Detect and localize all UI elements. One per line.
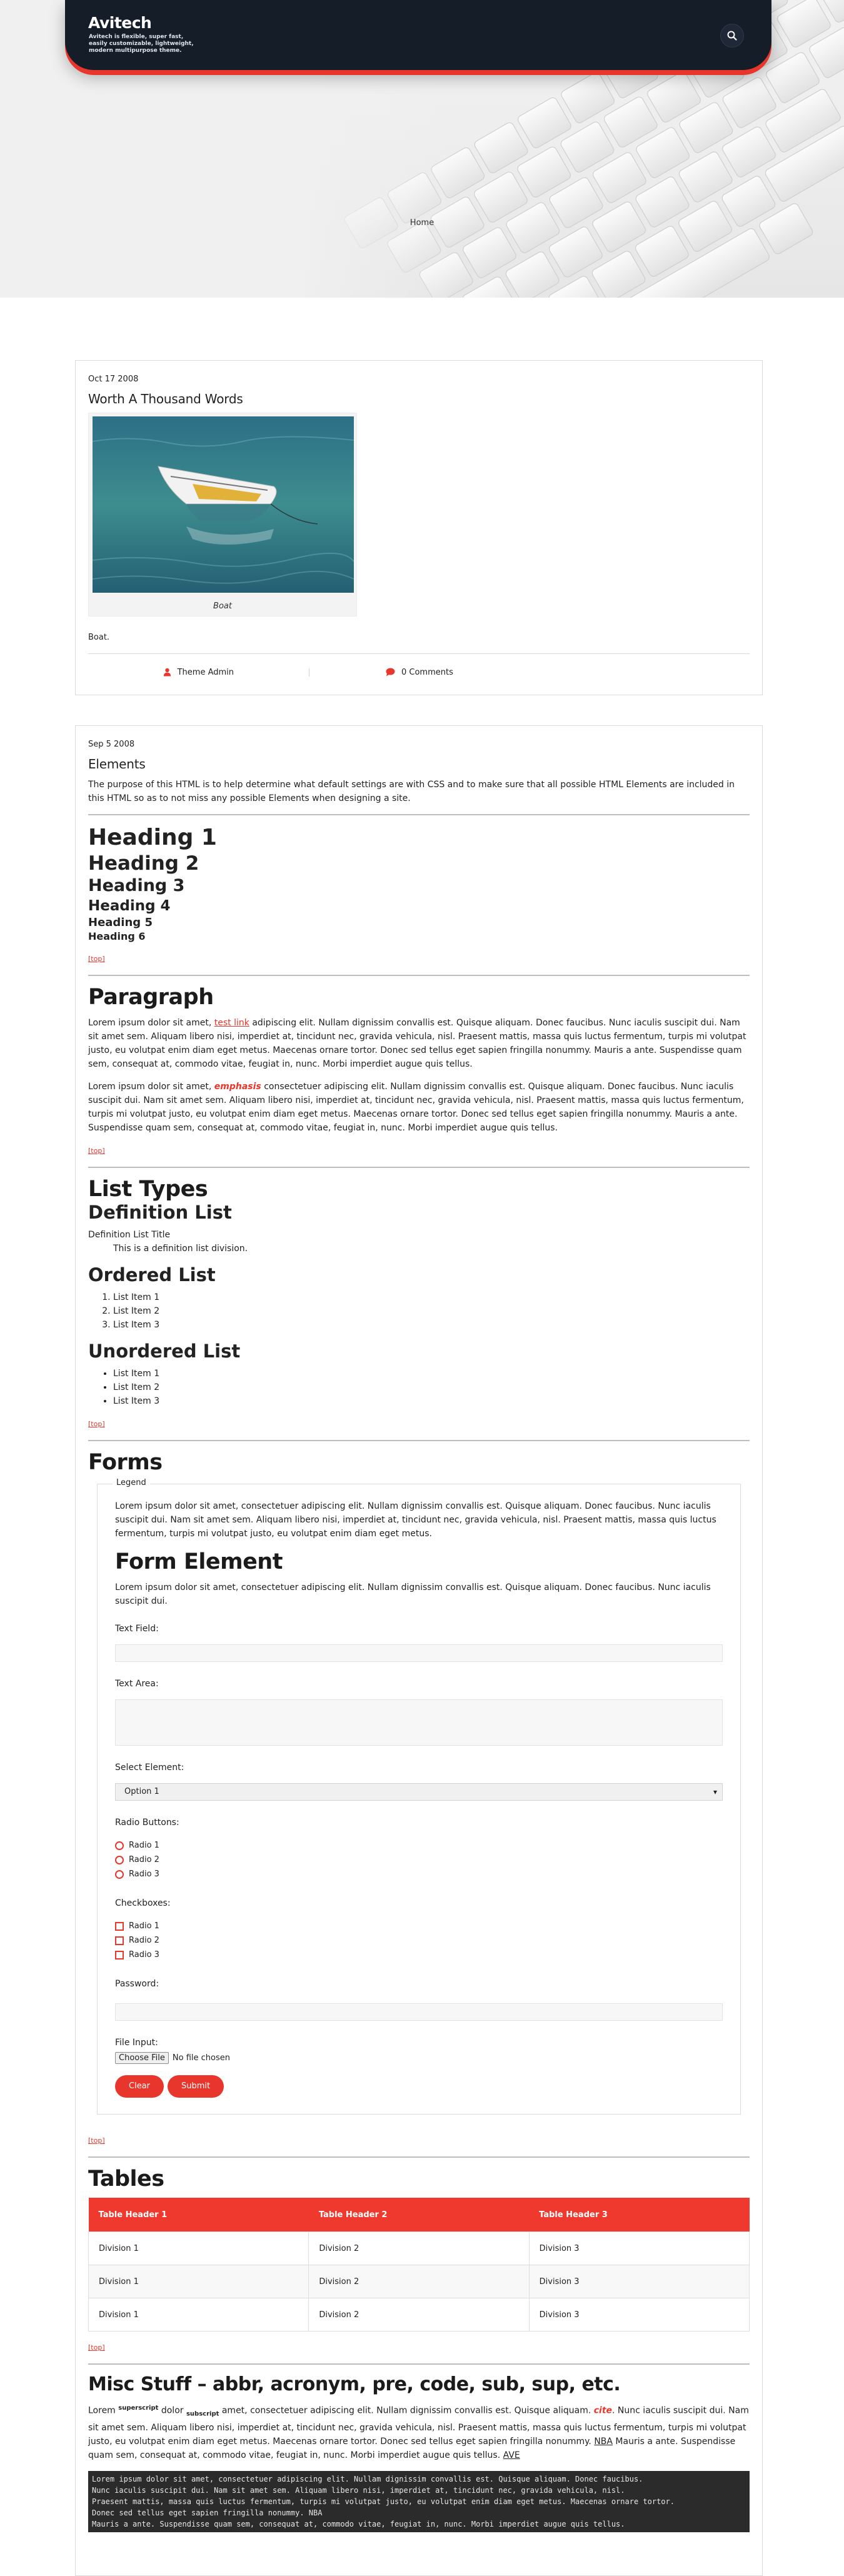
file-input[interactable] xyxy=(115,2052,723,2064)
divider xyxy=(88,1167,750,1168)
paragraph-text: adipiscing elit. Nullam dignissim convallis est. Quisque aliquam. Donec faucibus. Nunc iaculis suscipit dui. Nam sit amet sem. Aliquam libero nisi, imperdiet at, tincidunt nec, gravida vehicula, nisl. Praesent mattis, massa quis luctus fermentum, turpis mi volutpat justo, eu volutpat enim diam eget metus. Maecenas ornare tortor. Donec sed tellus eget sapien fringilla nonummy. Mauris a ante. Suspendisse quam sem, consequat at, commodo vitae, feugiat in, nunc. Morbi imperdiet augue quis tellus. xyxy=(88,1018,746,1069)
table-cell: Division 1 xyxy=(89,2265,309,2298)
post-date[interactable]: Sep 5 2008 xyxy=(88,740,135,749)
section-title-list-types: List Types xyxy=(88,1177,208,1202)
text-area-label: Text Area: xyxy=(115,1679,159,1689)
paragraph-2 xyxy=(88,1080,750,1135)
list-item: • List Item 1 xyxy=(113,1367,750,1381)
top-link[interactable]: [top] xyxy=(88,2136,105,2145)
post-comments[interactable] xyxy=(309,668,530,677)
form-fieldset xyxy=(97,1478,741,2115)
radio-text: Radio 3 xyxy=(129,1869,159,1879)
table-cell: Division 2 xyxy=(309,2265,529,2298)
table-cell: Division 3 xyxy=(529,2265,749,2298)
heading-5: Heading 5 xyxy=(88,916,153,929)
menu-item-home[interactable]: Home xyxy=(409,218,435,228)
checkbox[interactable] xyxy=(115,1922,124,1931)
table-cell: Division 3 xyxy=(529,2232,749,2265)
fieldset-legend: Legend xyxy=(113,1478,150,1487)
definition-term: Definition List Title xyxy=(88,1230,171,1240)
primary-menu xyxy=(0,218,844,228)
post-author[interactable] xyxy=(88,668,309,677)
definition-desc: This is a definition list division. xyxy=(113,1244,248,1254)
pre-line: Donec sed tellus eget sapien fringilla nonummy. NBA xyxy=(92,2508,323,2518)
table-row xyxy=(89,2298,750,2332)
text-field[interactable] xyxy=(115,1644,723,1662)
radio-option[interactable] xyxy=(115,1867,723,1881)
radio-button[interactable] xyxy=(115,1841,124,1850)
ordered-list xyxy=(88,1291,750,1332)
definition-list-title: Definition List xyxy=(88,1202,232,1223)
comment-icon xyxy=(386,668,395,677)
post-card xyxy=(75,360,763,695)
subscript-text: subscript xyxy=(186,2410,219,2418)
table-header: Table Header 1 xyxy=(89,2198,309,2232)
heading-1: Heading 1 xyxy=(88,825,217,850)
list-item: • List Item 3 xyxy=(113,1394,750,1408)
choose-file-button[interactable]: Choose File xyxy=(115,2052,169,2064)
pre-line: Lorem ipsum dolor sit amet, consectetuer adipiscing elit. Nullam dignissim convallis est. Quisque aliquam. Donec faucibus. xyxy=(92,2475,643,2484)
list-item: 1. List Item 1 xyxy=(113,1291,750,1304)
divider xyxy=(88,2156,750,2158)
checkbox-option[interactable] xyxy=(115,1919,723,1933)
top-navbar xyxy=(65,0,771,70)
unordered-list xyxy=(88,1367,750,1408)
list-item: • List Item 2 xyxy=(113,1381,750,1394)
post-title[interactable]: Worth A Thousand Words xyxy=(88,391,243,406)
abbr-nba: NBA xyxy=(594,2437,613,2447)
radio-option[interactable] xyxy=(115,1838,723,1853)
password-field[interactable] xyxy=(115,2003,723,2021)
form-element-text: Lorem ipsum dolor sit amet, consectetuer adipiscing elit. Nullam dignissim convallis est. Quisque aliquam. Donec faucibus. Nunc iaculis suscipit dui. xyxy=(115,1582,711,1606)
radio-button[interactable] xyxy=(115,1870,124,1879)
top-link[interactable]: [top] xyxy=(88,1147,105,1155)
comment-count[interactable]: 0 Comments xyxy=(401,667,453,677)
post-title[interactable]: Elements xyxy=(88,757,146,772)
form-element-title: Form Element xyxy=(115,1549,283,1574)
section-title-misc: Misc Stuff – abbr, acronym, pre, code, sub, sup, etc. xyxy=(88,2373,621,2395)
misc-text: Mauris a ante. Suspendisse quam sem, consequat at, commodo vitae, feugiat in, nunc. Morbi imperdiet augue quis tellus. xyxy=(88,2437,736,2461)
table-header: Table Header 3 xyxy=(529,2198,749,2232)
post-date[interactable]: Oct 17 2008 xyxy=(88,375,139,384)
misc-text: Lorem xyxy=(88,2405,119,2416)
radio-button[interactable] xyxy=(115,1856,124,1864)
user-icon xyxy=(163,668,171,677)
top-link[interactable]: [top] xyxy=(88,1420,105,1428)
checkbox-text: Radio 2 xyxy=(129,1936,159,1945)
misc-paragraph xyxy=(88,2402,750,2462)
section-title-tables: Tables xyxy=(88,2166,164,2191)
top-link[interactable]: [top] xyxy=(88,2343,105,2352)
radio-label: Radio Buttons: xyxy=(115,1818,179,1828)
search-button[interactable] xyxy=(720,24,744,48)
author-name[interactable]: Theme Admin xyxy=(177,667,234,677)
superscript-text: superscript xyxy=(118,2405,159,2412)
divider xyxy=(88,975,750,976)
misc-text: dolor xyxy=(158,2405,186,2416)
checkbox-option[interactable] xyxy=(115,1948,723,1962)
checkbox-option[interactable] xyxy=(115,1933,723,1948)
checkbox-label: Checkboxes: xyxy=(115,1898,171,1908)
site-title[interactable]: Avitech xyxy=(88,14,152,32)
list-item: 2. List Item 2 xyxy=(113,1304,750,1318)
radio-text: Radio 2 xyxy=(129,1855,159,1864)
radio-option[interactable] xyxy=(115,1853,723,1867)
table-cell: Division 3 xyxy=(529,2298,749,2332)
section-title-forms: Forms xyxy=(88,1450,163,1475)
text-area[interactable] xyxy=(115,1699,723,1746)
heading-3: Heading 3 xyxy=(88,876,185,895)
table-cell: Division 2 xyxy=(309,2232,529,2265)
intro-paragraph: The purpose of this HTML is to help determine what default settings are with CSS and to make sure that all possible HTML Elements are included in this HTML so as to not miss any possible Elements when designing a site. xyxy=(88,780,735,803)
pre-block xyxy=(88,2471,750,2532)
misc-text: amet, consectetuer adipiscing elit. Nullam dignissim convallis est. Quisque aliquam. xyxy=(219,2405,594,2416)
image-figure xyxy=(88,413,357,616)
heading-6: Heading 6 xyxy=(88,930,146,942)
list-item: 3. List Item 3 xyxy=(113,1318,750,1332)
paragraph-1 xyxy=(88,1016,750,1071)
post-body xyxy=(88,778,750,2532)
password-label: Password: xyxy=(115,1979,159,1989)
divider xyxy=(88,2363,750,2365)
radio-text: Radio 1 xyxy=(129,1841,159,1850)
post-card xyxy=(75,725,763,2576)
select-value: Option 1 xyxy=(124,1787,159,1796)
misc-text: . Nunc iaculis suscipit dui. Nam sit amet sem. Aliquam libero nisi, imperdiet at, tincidunt nec, gravida vehicula, nisl. Praesent mattis, massa quis luctus fermentum, turpis mi volutpat justo, eu volutpat enim diam eget metus. Maecenas ornare tortor. Donec sed tellus eget sapien fringilla nonummy. xyxy=(88,2405,749,2447)
image-caption: Boat xyxy=(213,601,232,611)
form-intro: Lorem ipsum dolor sit amet, consectetuer adipiscing elit. Nullam dignissim convallis est. Quisque aliquam. Donec faucibus. Nunc iaculis suscipit dui. Nam sit amet sem. Aliquam libero nisi, imperdiet at, tincidunt nec, gravida vehicula, nisl. Praesent mattis, massa quis luctus fermentum, turpis mi volutpat justo, eu volutpat enim diam eget metus. xyxy=(115,1501,716,1539)
checkbox-text: Radio 3 xyxy=(129,1950,159,1960)
heading-2: Heading 2 xyxy=(88,852,199,875)
emphasis-text: emphasis xyxy=(214,1082,261,1092)
boat-image[interactable] xyxy=(93,416,354,593)
pre-line: Mauris a ante. Suspendisse quam sem, consequat at, commodo vitae, feugiat in, nunc. Morbi imperdiet augue quis tellus. xyxy=(92,2520,625,2529)
abbr-ave: AVE xyxy=(503,2450,520,2461)
file-input-label: File Input: xyxy=(115,2038,158,2048)
lists-area xyxy=(88,1228,750,1408)
table-cell: Division 2 xyxy=(309,2298,529,2332)
section-title-paragraph: Paragraph xyxy=(88,985,214,1010)
main-content xyxy=(75,360,763,2576)
post-meta xyxy=(88,653,750,690)
table-row xyxy=(89,2265,750,2298)
text-field-label: Text Field: xyxy=(115,1624,159,1634)
divider xyxy=(88,1440,750,1441)
checkbox[interactable] xyxy=(115,1936,124,1945)
table-row xyxy=(89,2232,750,2265)
heading-4: Heading 4 xyxy=(88,898,171,914)
paragraph-text: Lorem ipsum dolor sit amet, xyxy=(88,1082,214,1092)
select-element[interactable] xyxy=(115,1783,723,1801)
pre-line: Nunc iaculis suscipit dui. Nam sit amet sem. Aliquam libero nisi, imperdiet at, tincidunt nec, gravida vehicula, nisl. xyxy=(92,2486,625,2495)
clear-button[interactable]: Clear xyxy=(115,2075,164,2098)
pre-line: Praesent mattis, massa quis luctus fermentum, turpis mi volutpat justo, eu volutpat enim diam eget metus. Maecenas ornare tortor. xyxy=(92,2497,675,2507)
paragraph-text: Lorem ipsum dolor sit amet, xyxy=(88,1018,214,1028)
table-header: Table Header 2 xyxy=(309,2198,529,2232)
site-tagline: Avitech is flexible, super fast, easily customizable, lightweight, modern multipurpose theme. xyxy=(89,34,194,54)
search-icon xyxy=(726,30,738,41)
chevron-down-icon: ▾ xyxy=(713,1788,717,1796)
ordered-list-title: Ordered List xyxy=(88,1264,216,1285)
paragraph-text: consectetuer adipiscing elit. Nullam dignissim convallis est. Quisque aliquam. Donec faucibus. Nunc iaculis suscipit dui. Nam sit amet sem. Aliquam libero nisi, imperdiet at, tincidunt nec, gravida vehicula, nisl. Praesent mattis, massa quis luctus fermentum, turpis mi volutpat justo, eu volutpat enim diam eget metus. Maecenas ornare tortor. Donec sed tellus eget sapien fringilla nonummy. Mauris a ante. Suspendisse quam sem, consequat at, commodo vitae, feugiat in, nunc. Morbi imperdiet augue quis tellus. xyxy=(88,1082,744,1133)
table-header-row xyxy=(89,2198,750,2232)
table-cell: Division 1 xyxy=(89,2232,309,2265)
post-text: Boat. xyxy=(88,633,110,642)
file-status: No file chosen xyxy=(172,2053,230,2063)
divider xyxy=(88,814,750,815)
data-table xyxy=(88,2198,750,2332)
checkbox[interactable] xyxy=(115,1951,124,1960)
select-label: Select Element: xyxy=(115,1763,184,1773)
table-cell: Division 1 xyxy=(89,2298,309,2332)
unordered-list-title: Unordered List xyxy=(88,1341,241,1362)
top-link[interactable]: [top] xyxy=(88,955,105,963)
checkbox-text: Radio 1 xyxy=(129,1921,159,1931)
hero-banner xyxy=(0,0,844,298)
test-link[interactable]: test link xyxy=(214,1018,249,1028)
submit-button[interactable]: Submit xyxy=(168,2075,224,2098)
cite-text: cite xyxy=(593,2405,613,2416)
